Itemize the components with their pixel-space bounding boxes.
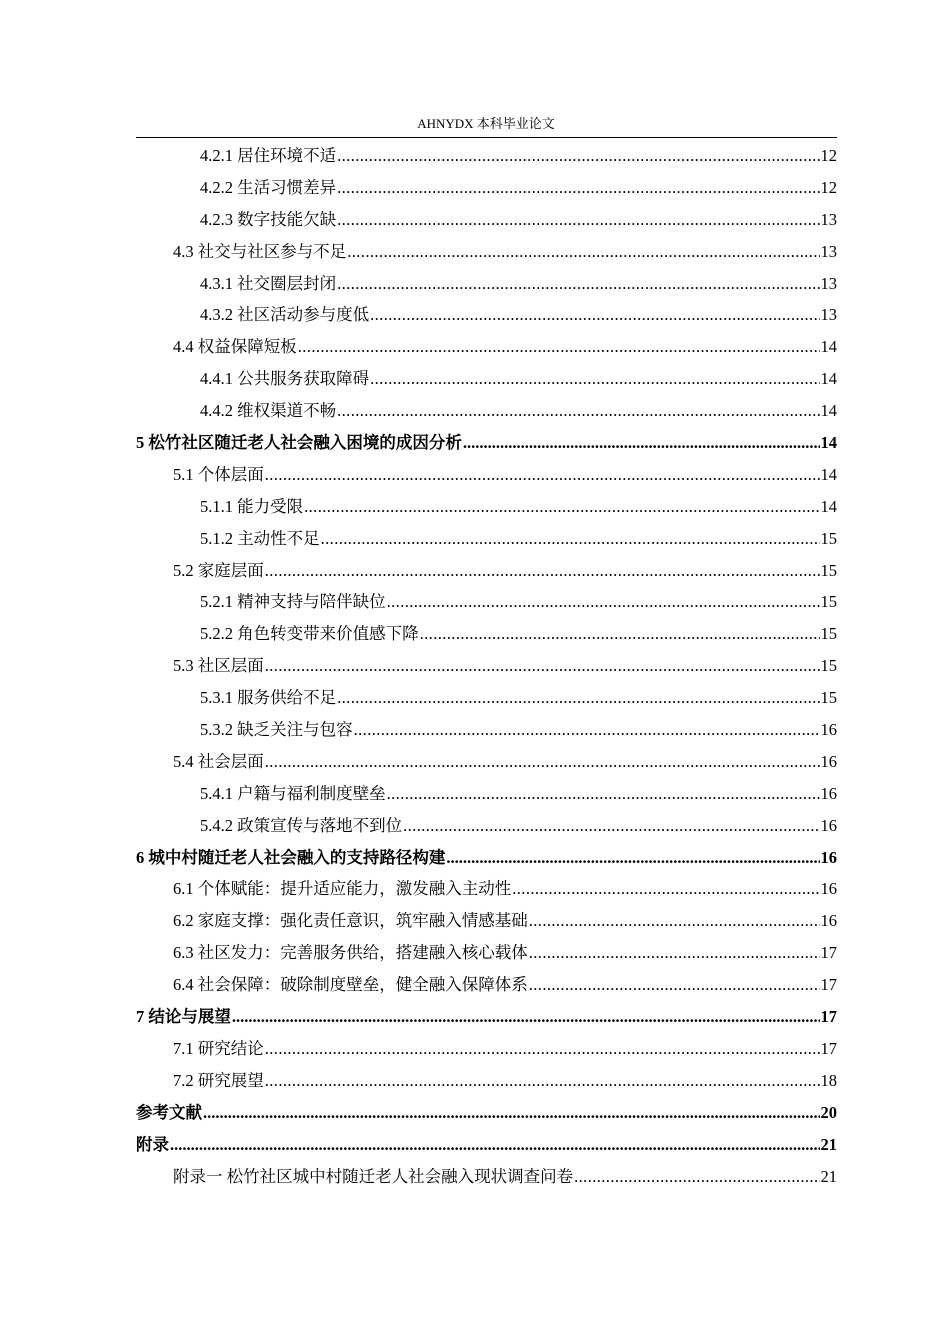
toc-entry-title: 5.4.2 政策宣传与落地不到位 [200, 815, 403, 835]
toc-entry-title: 5.4.1 户籍与福利制度壁垒 [200, 783, 386, 803]
toc-dot-leader [337, 204, 819, 236]
toc-dot-leader [265, 555, 820, 587]
running-header: AHNYDX 本科毕业论文 [417, 116, 555, 131]
toc-entry-title: 4.2.2 生活习惯差异 [200, 177, 337, 197]
toc-entry[interactable] [136, 1097, 837, 1129]
toc-dot-leader [170, 1129, 820, 1161]
toc-entry[interactable] [136, 140, 837, 172]
toc-entry[interactable] [136, 236, 837, 268]
toc-entry-page-number: 15 [820, 592, 837, 612]
toc-entry-page-number: 13 [820, 209, 837, 229]
toc-dot-leader [529, 905, 820, 937]
toc-entry-page-number: 21 [820, 1166, 837, 1186]
toc-entry-page-number: 12 [820, 177, 837, 197]
toc-entry[interactable] [136, 491, 837, 523]
toc-dot-leader [232, 1001, 820, 1033]
toc-entry[interactable] [136, 1065, 837, 1097]
toc-dot-leader [512, 873, 819, 905]
toc-entry[interactable] [136, 842, 837, 874]
toc-entry-page-number: 15 [820, 656, 837, 676]
toc-entry-page-number: 14 [820, 401, 837, 421]
toc-dot-leader [298, 331, 820, 363]
toc-entry-title: 附录 [136, 1134, 169, 1154]
toc-dot-leader [265, 650, 820, 682]
toc-dot-leader [354, 714, 820, 746]
toc-entry[interactable] [136, 555, 837, 587]
toc-entry-title: 4.3.2 社区活动参与度低 [200, 305, 370, 325]
toc-entry[interactable] [136, 586, 837, 618]
table-of-contents [136, 140, 837, 1192]
toc-entry-page-number: 17 [820, 1038, 837, 1058]
toc-entry[interactable] [136, 618, 837, 650]
toc-entry[interactable] [136, 268, 837, 300]
toc-entry-page-number: 17 [820, 975, 837, 995]
toc-entry[interactable] [136, 746, 837, 778]
toc-entry-title: 5 松竹社区随迁老人社会融入困境的成因分析 [136, 433, 462, 453]
toc-entry-title: 6.3 社区发力：完善服务供给，搭建融入核心载体 [173, 943, 528, 963]
toc-dot-leader [265, 1033, 820, 1065]
toc-entry-title: 6 城中村随迁老人社会融入的支持路径构建 [136, 847, 446, 867]
toc-entry-title: 7.1 研究结论 [173, 1038, 264, 1058]
toc-dot-leader [265, 1065, 820, 1097]
toc-entry-page-number: 16 [820, 815, 837, 835]
toc-dot-leader [337, 172, 819, 204]
toc-entry[interactable] [136, 905, 837, 937]
toc-dot-leader [347, 236, 819, 268]
toc-entry-page-number: 14 [820, 464, 837, 484]
toc-entry-page-number: 17 [820, 1007, 837, 1027]
toc-entry-title: 4.4 权益保障短板 [173, 337, 297, 357]
toc-entry-page-number: 14 [820, 369, 837, 389]
toc-entry-page-number: 18 [820, 1070, 837, 1090]
toc-entry-title: 5.3.2 缺乏关注与包容 [200, 720, 353, 740]
toc-entry-page-number: 14 [820, 337, 837, 357]
toc-entry-title: 参考文献 [136, 1102, 202, 1122]
toc-dot-leader [304, 491, 819, 523]
toc-entry[interactable] [136, 682, 837, 714]
toc-entry-title: 6.2 家庭支撑：强化责任意识，筑牢融入情感基础 [173, 911, 528, 931]
toc-entry[interactable] [136, 873, 837, 905]
toc-entry-title: 4.4.2 维权渠道不畅 [200, 401, 337, 421]
toc-dot-leader [337, 140, 819, 172]
toc-dot-leader [321, 523, 820, 555]
toc-dot-leader [387, 778, 820, 810]
toc-dot-leader [387, 586, 820, 618]
toc-entry-page-number: 15 [820, 624, 837, 644]
toc-entry-title: 7.2 研究展望 [173, 1070, 264, 1090]
toc-entry-page-number: 16 [820, 783, 837, 803]
toc-entry[interactable] [136, 1161, 837, 1193]
toc-entry-title: 4.3 社交与社区参与不足 [173, 241, 347, 261]
toc-entry-page-number: 17 [820, 943, 837, 963]
toc-dot-leader [420, 618, 820, 650]
toc-entry[interactable] [136, 427, 837, 459]
toc-entry[interactable] [136, 778, 837, 810]
toc-entry-page-number: 12 [820, 146, 837, 165]
toc-entry[interactable] [136, 299, 837, 331]
toc-entry-page-number: 16 [820, 720, 837, 740]
toc-entry-title: 4.3.1 社交圈层封闭 [200, 273, 337, 293]
toc-entry-page-number: 16 [820, 879, 837, 899]
toc-dot-leader [574, 1161, 819, 1193]
toc-entry[interactable] [136, 363, 837, 395]
toc-entry[interactable] [136, 714, 837, 746]
toc-entry[interactable] [136, 1129, 837, 1161]
toc-entry-title: 5.1 个体层面 [173, 464, 264, 484]
toc-dot-leader [370, 299, 819, 331]
toc-entry[interactable] [136, 937, 837, 969]
toc-entry-title: 4.2.3 数字技能欠缺 [200, 209, 337, 229]
toc-dot-leader [446, 842, 819, 874]
toc-entry-title: 5.2.1 精神支持与陪伴缺位 [200, 592, 386, 612]
toc-entry-page-number: 13 [820, 241, 837, 261]
toc-entry-title: 5.2.2 角色转变带来价值感下降 [200, 624, 419, 644]
toc-dot-leader [463, 427, 820, 459]
toc-dot-leader [265, 459, 820, 491]
toc-entry[interactable] [136, 523, 837, 555]
toc-entry-page-number: 16 [820, 911, 837, 931]
toc-entry-page-number: 14 [820, 496, 837, 516]
toc-entry-page-number: 20 [820, 1102, 837, 1122]
toc-entry[interactable] [136, 810, 837, 842]
toc-entry-title: 7 结论与展望 [136, 1007, 231, 1027]
toc-entry-title: 6.1 个体赋能：提升适应能力，激发融入主动性 [173, 879, 512, 899]
toc-entry-page-number: 15 [820, 688, 837, 708]
toc-entry-title: 附录一 松竹社区城中村随迁老人社会融入现状调查问卷 [173, 1166, 574, 1186]
toc-entry-page-number: 15 [820, 528, 837, 548]
toc-entry-page-number: 14 [820, 433, 837, 453]
toc-dot-leader [529, 969, 820, 1001]
toc-dot-leader [203, 1097, 820, 1129]
toc-entry[interactable] [136, 172, 837, 204]
toc-dot-leader [370, 363, 819, 395]
toc-entry[interactable] [136, 459, 837, 491]
toc-entry-page-number: 16 [820, 751, 837, 771]
toc-entry-title: 6.4 社会保障：破除制度壁垒，健全融入保障体系 [173, 975, 528, 995]
toc-entry-page-number: 13 [820, 273, 837, 293]
toc-entry[interactable] [136, 1001, 837, 1033]
toc-entry-page-number: 13 [820, 305, 837, 325]
toc-entry-title: 5.1.2 主动性不足 [200, 528, 320, 548]
toc-entry-title: 4.2.1 居住环境不适 [200, 146, 337, 165]
toc-entry-title: 4.4.1 公共服务获取障碍 [200, 369, 370, 389]
toc-entry-page-number: 21 [820, 1134, 837, 1154]
toc-entry[interactable] [136, 969, 837, 1001]
toc-entry-title: 5.2 家庭层面 [173, 560, 264, 580]
toc-entry-page-number: 15 [820, 560, 837, 580]
toc-entry-title: 5.3.1 服务供给不足 [200, 688, 337, 708]
header-rule [136, 137, 837, 138]
toc-dot-leader [337, 682, 819, 714]
toc-entry[interactable] [136, 395, 837, 427]
toc-entry[interactable] [136, 331, 837, 363]
toc-dot-leader [265, 746, 820, 778]
toc-dot-leader [529, 937, 820, 969]
toc-entry-title: 5.1.1 能力受限 [200, 496, 304, 516]
toc-entry[interactable] [136, 204, 837, 236]
toc-dot-leader [337, 268, 819, 300]
toc-entry[interactable] [136, 650, 837, 682]
toc-entry-page-number: 16 [820, 847, 837, 867]
toc-entry-title: 5.4 社会层面 [173, 751, 264, 771]
toc-dot-leader [337, 395, 819, 427]
toc-dot-leader [403, 810, 819, 842]
toc-entry-title: 5.3 社区层面 [173, 656, 264, 676]
toc-entry[interactable] [136, 1033, 837, 1065]
